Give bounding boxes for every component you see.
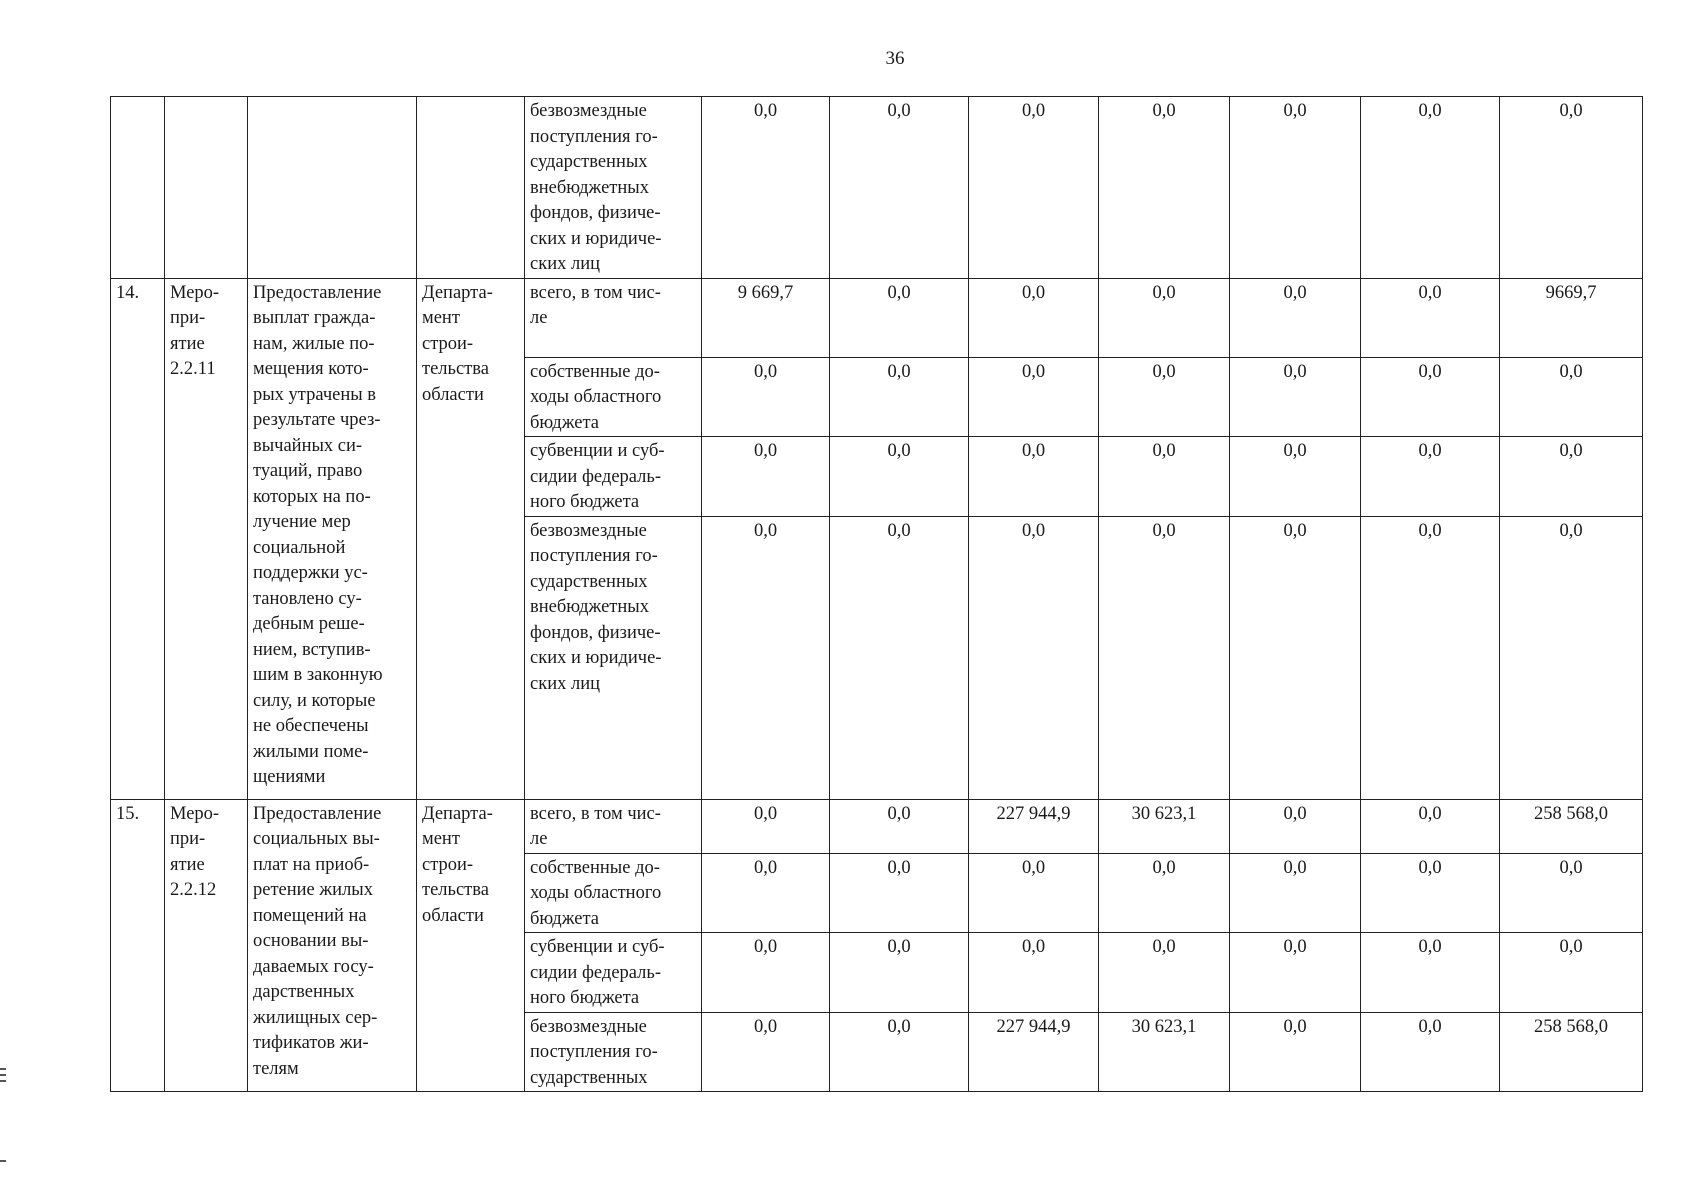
executor: Департа- мент строи- тельства области: [417, 278, 525, 799]
table-row: [111, 799, 1643, 853]
measure-code: Меро- при- ятие 2.2.11: [165, 278, 248, 799]
value-cell: 0,0: [830, 97, 969, 279]
value-cell: 0,0: [969, 437, 1099, 517]
value-cell: 0,0: [830, 278, 969, 357]
value-cell: 0,0: [702, 516, 830, 799]
value-cell: 0,0: [1230, 1012, 1361, 1092]
funding-source-cell: безвозмездные поступления го- сударственных внебюджетных фондов, физиче- ских и юридиче- ских лиц: [525, 97, 702, 279]
value-cell: 227 944,9: [969, 1012, 1099, 1092]
funding-source-cell: субвенции и суб- сидии федераль- ного бюджета: [525, 437, 702, 517]
margin-mark: [0, 1074, 6, 1076]
table-row: [111, 97, 1643, 279]
executor: Департа- мент строи- тельства области: [417, 799, 525, 1092]
measure-description: Предоставление социальных вы- плат на приоб- ретение жилых помещений на основании вы- даваемых госу- дарственных жилищных сер- тификатов жи- телям: [248, 799, 417, 1092]
value-cell: 0,0: [1361, 933, 1500, 1013]
value-cell: 0,0: [830, 799, 969, 853]
funding-table: [110, 96, 1643, 1092]
value-cell: 0,0: [969, 933, 1099, 1013]
value-cell: 0,0: [969, 853, 1099, 933]
value-cell: 0,0: [830, 1012, 969, 1092]
measure-code: Меро- при- ятие 2.2.12: [165, 799, 248, 1092]
value-cell: 0,0: [1500, 357, 1643, 437]
funding-source-cell: собственные до- ходы областного бюджета: [525, 853, 702, 933]
value-cell: 0,0: [830, 437, 969, 517]
value-cell: 0,0: [702, 357, 830, 437]
page-number: 36: [885, 48, 905, 69]
funding-source-cell: субвенции и суб- сидии федераль- ного бюджета: [525, 933, 702, 1013]
value-cell: 0,0: [830, 933, 969, 1013]
value-cell: 0,0: [1361, 516, 1500, 799]
value-cell: 9669,7: [1500, 278, 1643, 357]
value-cell: 0,0: [969, 97, 1099, 279]
margin-mark: [0, 1068, 6, 1070]
value-cell: 0,0: [1230, 933, 1361, 1013]
value-cell: 0,0: [1099, 357, 1230, 437]
value-cell: 0,0: [1500, 933, 1643, 1013]
value-cell: 0,0: [1099, 278, 1230, 357]
value-cell: 30 623,1: [1099, 799, 1230, 853]
value-cell: 0,0: [702, 933, 830, 1013]
value-cell: 0,0: [1361, 278, 1500, 357]
value-cell: 0,0: [969, 357, 1099, 437]
value-cell: 0,0: [1230, 516, 1361, 799]
value-cell: 0,0: [830, 853, 969, 933]
value-cell: 0,0: [1230, 357, 1361, 437]
value-cell: 0,0: [1099, 97, 1230, 279]
funding-source-cell: всего, в том чис- ле: [525, 799, 702, 853]
value-cell: 0,0: [702, 437, 830, 517]
value-cell: 0,0: [1500, 853, 1643, 933]
value-cell: 0,0: [969, 278, 1099, 357]
margin-mark: [0, 1160, 6, 1162]
value-cell: 0,0: [1099, 437, 1230, 517]
value-cell: 0,0: [1361, 97, 1500, 279]
value-cell: 0,0: [1500, 97, 1643, 279]
value-cell: 0,0: [1500, 516, 1643, 799]
value-cell: 227 944,9: [969, 799, 1099, 853]
margin-mark: [0, 1080, 6, 1082]
value-cell: 9 669,7: [702, 278, 830, 357]
value-cell: 258 568,0: [1500, 799, 1643, 853]
value-cell: 30 623,1: [1099, 1012, 1230, 1092]
value-cell: 0,0: [702, 97, 830, 279]
value-cell: 0,0: [1099, 933, 1230, 1013]
value-cell: 0,0: [1361, 853, 1500, 933]
value-cell: 258 568,0: [1500, 1012, 1643, 1092]
value-cell: 0,0: [830, 357, 969, 437]
table-row: [111, 278, 1643, 357]
executor-cell: [417, 97, 525, 279]
value-cell: 0,0: [702, 799, 830, 853]
value-cell: 0,0: [702, 1012, 830, 1092]
description-cell: [248, 97, 417, 279]
funding-source-cell: безвозмездные поступления го- сударственных внебюджетных фондов, физиче- ских и юридиче- ских лиц: [525, 516, 702, 799]
value-cell: 0,0: [1230, 799, 1361, 853]
value-cell: 0,0: [1230, 97, 1361, 279]
value-cell: 0,0: [1361, 1012, 1500, 1092]
number-cell: [111, 97, 165, 279]
funding-source-cell: собственные до- ходы областного бюджета: [525, 357, 702, 437]
row-number: 14.: [111, 278, 165, 799]
value-cell: 0,0: [1230, 278, 1361, 357]
funding-source-cell: всего, в том чис- ле: [525, 278, 702, 357]
value-cell: 0,0: [1361, 437, 1500, 517]
row-number: 15.: [111, 799, 165, 1092]
value-cell: 0,0: [830, 516, 969, 799]
funding-source-cell: безвозмездные поступления го- сударственных: [525, 1012, 702, 1092]
measure-cell: [165, 97, 248, 279]
value-cell: 0,0: [1361, 799, 1500, 853]
value-cell: 0,0: [1361, 357, 1500, 437]
value-cell: 0,0: [1099, 516, 1230, 799]
value-cell: 0,0: [1230, 437, 1361, 517]
value-cell: 0,0: [1099, 853, 1230, 933]
value-cell: 0,0: [702, 853, 830, 933]
measure-description: Предоставление выплат гражда- нам, жилые по- мещения кото- рых утрачены в результате чрез- вычайных си- туаций, право которых на по- лучение мер социальной поддержки ус- тановлено су- дебным реше- нием, вступив- шим в законную силу, и которые не обеспечены жилыми поме- щениями: [248, 278, 417, 799]
value-cell: 0,0: [969, 516, 1099, 799]
value-cell: 0,0: [1230, 853, 1361, 933]
value-cell: 0,0: [1500, 437, 1643, 517]
